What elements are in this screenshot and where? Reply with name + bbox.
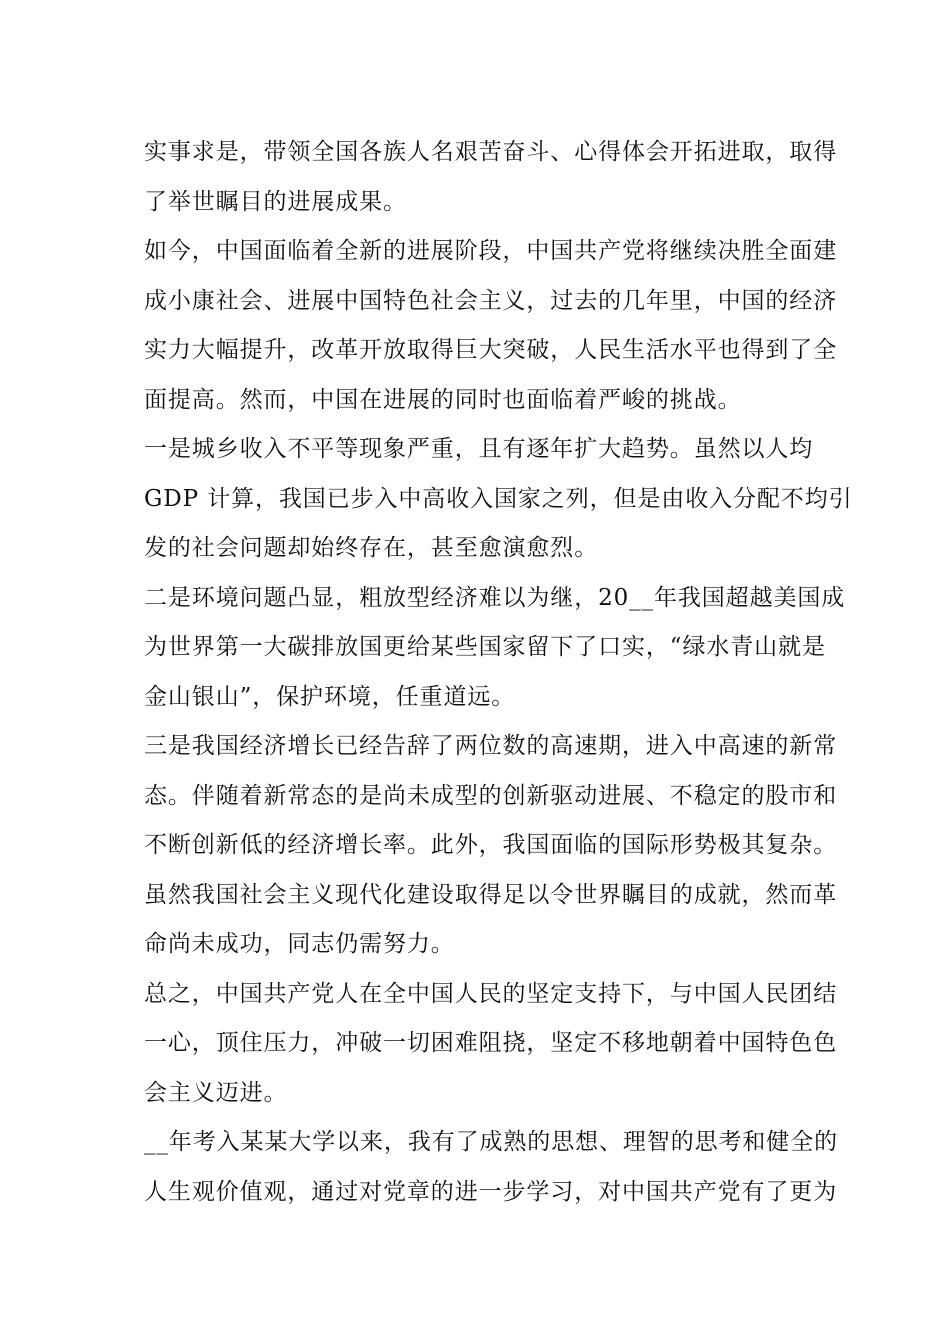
text-line: 命尚未成功，同志仍需努力。: [144, 931, 455, 957]
paragraph: [144, 227, 838, 425]
text-line: 会主义迈进。: [144, 1079, 288, 1106]
paragraph: [144, 871, 838, 970]
text-line: 二是环境问题凸显，粗放型经济难以为继，20__年我国超越美国成: [144, 584, 846, 611]
text-line: 不断创新低的经济增长率。此外，我国面临的国际形势极其复杂。: [144, 832, 838, 858]
paragraph: [144, 722, 838, 871]
text-line: 一是城乡收入不平等现象严重，且有逐年扩大趋势。虽然以人均: [144, 436, 814, 462]
text-line: 三是我国经济增长已经告辞了两位数的高速期，进入中高速的新常: [144, 733, 838, 759]
text-line: 金山银山”，保护环境，任重道远。: [144, 683, 516, 710]
document-page: [144, 128, 853, 1217]
text-line: 了举世瞩目的进展成果。: [144, 188, 407, 215]
text-line: 如今，中国面临着全新的进展阶段，中国共产党将继续决胜全面建: [144, 238, 838, 264]
text-line: __年考入某某大学以来，我有了成熟的思想、理智的思考和健全的: [144, 1129, 838, 1155]
text-line: 成小康社会、进展中国特色社会主义，过去的几年里，中国的经济: [144, 287, 838, 314]
text-line: 虽然我国社会主义现代化建设取得足以令世界瞩目的成就，然而革: [144, 881, 838, 908]
paragraph: [144, 970, 838, 1119]
text-line: 实力大幅提升，改革开放取得巨大突破，人民生活水平也得到了全: [144, 337, 838, 363]
text-line: 面提高。然而，中国在进展的同时也面临着严峻的挑战。: [144, 386, 742, 413]
text-line: 为世界第一大碳排放国更给某些国家留下了口实，“绿水青山就是: [144, 634, 826, 660]
paragraph: [144, 1118, 838, 1217]
text-line: 总之，中国共产党人在全中国人民的坚定支持下，与中国人民团结: [144, 980, 838, 1007]
text-line: 一心，顶住压力，冲破一切困难阻挠，坚定不移地朝着中国特色色: [144, 1030, 838, 1056]
text-line: 态。伴随着新常态的是尚未成型的创新驱动进展、不稳定的股市和: [144, 782, 838, 809]
text-line: 发的社会问题却始终存在，甚至愈演愈烈。: [144, 535, 599, 561]
text-line: 实事求是，带领全国各族人名艰苦奋斗、心得体会开拓进取，取得: [144, 139, 838, 165]
paragraph: [144, 425, 853, 574]
paragraph: [144, 574, 846, 723]
text-line: 人生观价值观，通过对党章的进一步学习，对中国共产党有了更为: [144, 1178, 838, 1205]
text-line: GDP 计算，我国已步入中高收入国家之列，但是由收入分配不均引: [144, 485, 853, 512]
paragraph: [144, 128, 838, 227]
